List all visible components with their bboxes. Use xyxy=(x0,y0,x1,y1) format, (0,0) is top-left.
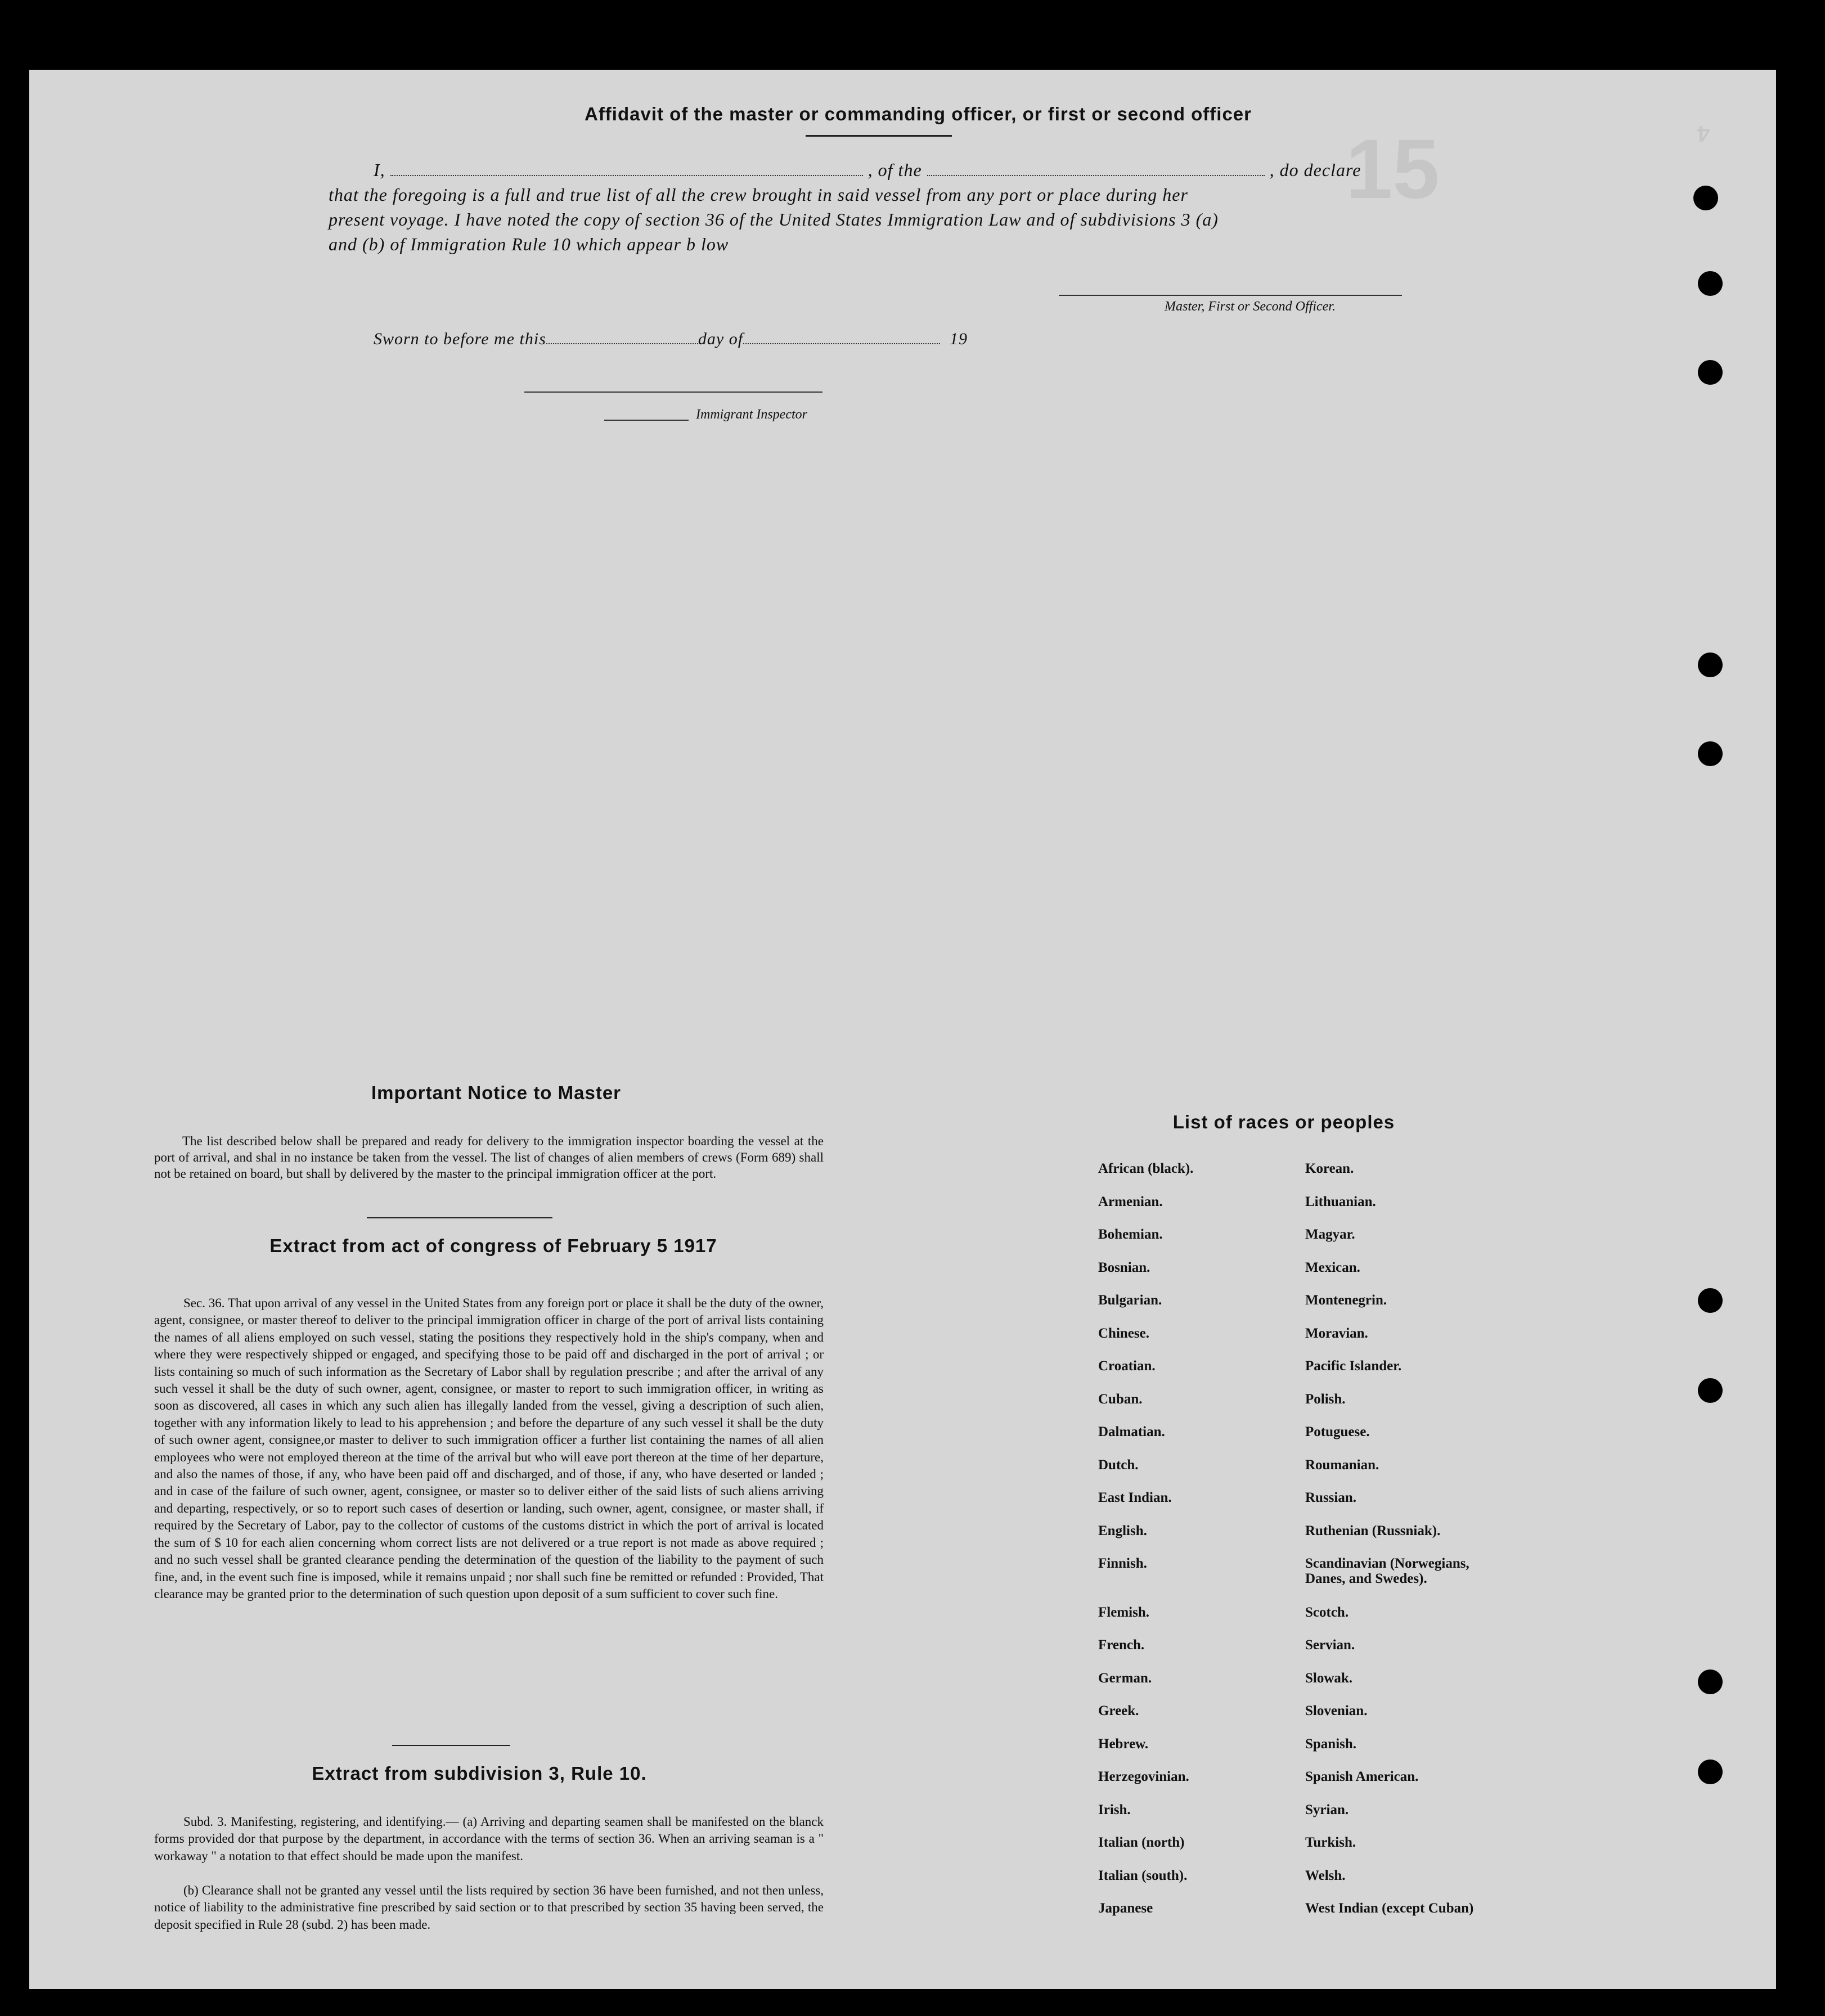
punch-hole xyxy=(1698,652,1723,677)
race-entry: Italian (south). xyxy=(1098,1868,1188,1883)
extract-act-text: Sec. 36. That upon arrival of any vessel in the United States from any foreign port or place it shall be the duty of the owner, agent, consignee, or master thereof to deliver to the principal immigration officer in charge of the port of arrival lists containing the names of all aliens employed on such vessel, stating the positions they respectively hold in the ship's company, when and where they were respectively shipped or engaged, and specifying those to be paid off and discharged in the port of arrival ; or lists containing so much of such information as the Secretary of Labor shall by regulation prescribe ; and after the arrival of any such vessel it shall be the duty of such owner, agent, consignee, or master to report to such immigration officer, in writing as soon as discovered, all cases in which any such alien has illegally landed from the vessel, giving a description of such alien, together with any information likely to lead to his apprehension ; and before the departure of any such vessel it shall be the duty of such owner agent, consignee,or master to deliver to such immigration officer a further list containing the names of all alien employees who were not employed thereon at the time of the arrival but who will eave port thereon at the time of her departure, and also the names of those, if any, who have been paid off and discharged, and of those, if any, who have deserted or landed ; and in case of the failure of such owner, agent, consignee, or master so to deliver either of the said lists of such aliens arriving and departing, respectively, or so to report such cases of desertion or landing, such owner, agent, consignee, or master shall, if required by the Secretary of Labor, pay to the collector of customs of the customs district in which the port of arrival is located the sum of $ 10 for each alien concerning whom correct lists are not delivered or a true report is not made as above required ; and no such vessel shall be granted clearance pending the determination of the question of the liability to the payment of such fine, and, in the event such fine is imposed, while it remains unpaid ; nor shall such fine be remitted or refunded : Provided, That clearance may be granted prior to the determination of such question upon deposit of a sum sufficient to cover such fine. xyxy=(154,1296,824,1601)
affidavit-line-2: that the foregoing is a full and true list of all the crew brought in said vessel from any port or place during her xyxy=(329,184,1188,205)
extract-rule-text-a: Subd. 3. Manifesting, registering, and identifying.— (a) Arriving and departing seamen shall be manifested on the blanck forms provided dor that purpose by the department, in accordance with the terms of section 36. When an arriving seaman is a " workaway " a notation to that effect should be made upon the manifest. xyxy=(154,1815,824,1863)
race-entry: Syrian. xyxy=(1305,1802,1349,1817)
affidavit-line-1: I, , of the , do declare xyxy=(374,160,1361,180)
race-entry: Croatian. xyxy=(1098,1358,1156,1374)
punch-hole xyxy=(1698,741,1723,766)
race-entry: Chinese. xyxy=(1098,1325,1149,1341)
punch-hole xyxy=(1698,1378,1723,1403)
race-entry: Flemish. xyxy=(1098,1604,1149,1620)
notice-text: The list described below shall be prepared and ready for delivery to the immigration inspector boarding the vessel at the port of arrival, and shal in no instance be taken from the vessel. The list of changes of alien members of crews (Form 689) shall not be retained on board, but shall by delivered by the master to the principal immigration officer at the port. xyxy=(154,1134,824,1181)
affidavit-heading: Affidavit of the master or commanding officer, or first or second officer xyxy=(584,104,1252,124)
punch-hole xyxy=(1698,1288,1723,1313)
signature-label: Master, First or Second Officer. xyxy=(1165,299,1336,314)
race-entry: Scotch. xyxy=(1305,1604,1349,1620)
punch-hole xyxy=(1698,1760,1723,1784)
inspector-short-line xyxy=(604,420,689,421)
sworn-line: Sworn to before me this day of 19 xyxy=(374,330,968,348)
race-entry: Magyar. xyxy=(1305,1227,1355,1242)
race-entry: Turkish. xyxy=(1305,1835,1356,1850)
extract-rule-text-b: (b) Clearance shall not be granted any vessel until the lists required by section 36 have been furnished, and not then unless, notice of liability to the administrative fine prescribed by said section or to that prescribed by section 35 having been served, the deposit specified in Rule 28 (subd. 2) has been made. xyxy=(154,1883,824,1932)
race-entry: Hebrew. xyxy=(1098,1736,1149,1752)
race-entry: Mexican. xyxy=(1305,1259,1360,1275)
race-entry: Dalmatian. xyxy=(1098,1424,1165,1439)
race-entry: Herzegovinian. xyxy=(1098,1769,1189,1784)
extract-rule-heading: Extract from subdivision 3, Rule 10. xyxy=(312,1763,647,1784)
race-entry: Ruthenian (Russniak). xyxy=(1305,1523,1441,1538)
signature-line xyxy=(1059,295,1402,296)
inspector-label: Immigrant Inspector xyxy=(696,407,807,422)
race-entry: Servian. xyxy=(1305,1637,1355,1653)
race-entry: Lithuanian. xyxy=(1305,1194,1376,1209)
punch-hole xyxy=(1698,360,1723,385)
heading-divider xyxy=(806,135,952,137)
notice-heading: Important Notice to Master xyxy=(371,1082,622,1103)
extract-divider xyxy=(392,1745,510,1746)
notice-divider xyxy=(367,1217,552,1218)
race-entry: Spanish. xyxy=(1305,1736,1357,1752)
race-entry: Scandinavian (Norwegians, Danes, and Swedes). xyxy=(1305,1556,1469,1586)
race-entry: Slovenian. xyxy=(1305,1703,1368,1718)
race-entry: Montenegrin. xyxy=(1305,1293,1387,1308)
race-entry: East Indian. xyxy=(1098,1490,1172,1505)
race-entry: Dutch. xyxy=(1098,1457,1139,1473)
bleed-through-mark: 15 xyxy=(1346,122,1440,216)
race-entry: English. xyxy=(1098,1523,1147,1538)
extract-act-heading: Extract from act of congress of February 5 1917 xyxy=(269,1235,717,1256)
race-entry: African (black). xyxy=(1098,1161,1194,1176)
race-entry: Bulgarian. xyxy=(1098,1293,1162,1308)
bleed-through-mark: 4 xyxy=(1697,121,1710,146)
race-entry: Italian (north) xyxy=(1098,1835,1185,1850)
race-entry: Moravian. xyxy=(1305,1325,1368,1341)
race-entry: Welsh. xyxy=(1305,1868,1346,1883)
race-entry: Japanese xyxy=(1098,1901,1153,1916)
race-entry: Slowak. xyxy=(1305,1670,1353,1686)
document-page xyxy=(29,70,1776,1989)
race-entry: Russian. xyxy=(1305,1490,1357,1505)
affidavit-line-4: and (b) of Immigration Rule 10 which appear b low xyxy=(329,234,729,254)
race-entry: Pacific Islander. xyxy=(1305,1358,1402,1374)
race-entry: Bohemian. xyxy=(1098,1227,1163,1242)
race-entry: Cuban. xyxy=(1098,1391,1143,1407)
race-entry: Armenian. xyxy=(1098,1194,1163,1209)
race-entry: Spanish American. xyxy=(1305,1769,1419,1784)
race-entry: Irish. xyxy=(1098,1802,1131,1817)
race-entry: Potuguese. xyxy=(1305,1424,1370,1439)
punch-hole xyxy=(1698,271,1723,296)
race-entry: Polish. xyxy=(1305,1391,1346,1407)
race-entry: German. xyxy=(1098,1670,1152,1686)
race-entry: Finnish. xyxy=(1098,1556,1147,1571)
inspector-signature-line xyxy=(524,392,822,393)
race-entry: Roumanian. xyxy=(1305,1457,1379,1473)
affidavit-line-3: present voyage. I have noted the copy of section 36 of the United States Immigration Law and of subdivisions 3 (a) xyxy=(329,209,1219,230)
punch-hole xyxy=(1698,1670,1723,1694)
race-entry: Bosnian. xyxy=(1098,1259,1150,1275)
race-entry: French. xyxy=(1098,1637,1145,1653)
race-entry: West Indian (except Cuban) xyxy=(1305,1901,1474,1916)
punch-hole xyxy=(1693,186,1718,210)
race-entry: Greek. xyxy=(1098,1703,1139,1718)
races-heading: List of races or peoples xyxy=(1172,1112,1395,1132)
race-entry: Korean. xyxy=(1305,1161,1354,1176)
